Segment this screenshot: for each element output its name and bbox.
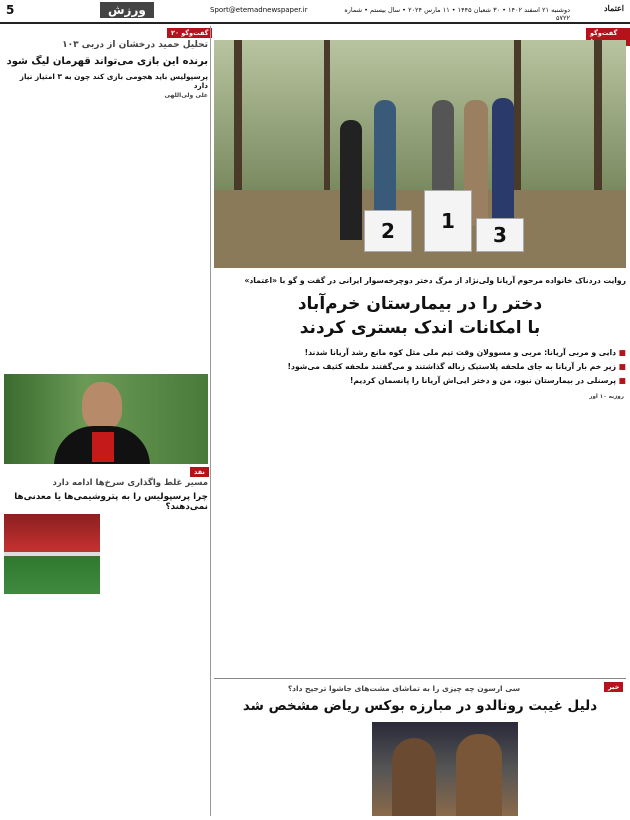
left-story-byline: علی ولی‌اللهی (164, 92, 208, 99)
bottom-story-title: دلیل غیبت رونالدو در مبارزه بوکس ریاض مشخص شد (242, 698, 598, 714)
main-bullet-2: ■ زیر خم بار آریانا به جای ملحفه پلاستیک زباله گذاشتند و می‌گفتند ملحفه کثیف می‌شود! (287, 362, 626, 371)
main-story-headline-2: با امکانات اندک بستری کردند (299, 318, 541, 338)
left-story-body-col1 (4, 102, 104, 370)
left-story-subtitle: پرسپولیس باید هجومی بازی کند چون به ۳ امتیاز نیاز دارد (19, 72, 208, 90)
critique-tag: نقد (190, 467, 209, 477)
podium-third: 3 (476, 218, 524, 252)
boxers-photo (372, 722, 518, 816)
left-story-body-col2 (108, 102, 208, 370)
bottom-divider (214, 678, 626, 679)
bottom-story-kicker: سی ارسون چه چیزی را به تماشای مشت‌های جاشوا ترجیح داد؟ (287, 684, 521, 693)
stadium-photo (4, 514, 100, 594)
podium-second: 2 (364, 210, 412, 252)
issue-line: دوشنبه ۲۱ اسفند ۱۴۰۲ • ۳۰ شعبان ۱۴۴۵ • ۱۱ مارس ۲۰۲۴ • سال بیستم • شماره ۵۷۲۲ (344, 6, 570, 22)
masthead-logo: اعتماد (603, 3, 624, 13)
podium-first: 1 (424, 190, 472, 252)
right-section-tag: گفت‌وگو (586, 28, 630, 46)
critique-kicker: مسیر غلط واگذاری سرخ‌ها ادامه دارد (52, 478, 208, 488)
left-story-kicker: تحلیل حمید درخشان از دربی ۱۰۳ (62, 40, 208, 50)
main-body-col4 (214, 394, 313, 676)
coach-photo (4, 374, 208, 464)
main-body-col2 (420, 394, 520, 676)
section-email[interactable]: Sport@etemadnewspaper.ir (210, 6, 308, 14)
main-story-byline: روزبه ۱۰ اور (589, 394, 624, 400)
main-story-caption: روایت دردناک خانواده مرحوم آریانا ولی‌نژاد از مرگ دختر دوچرخه‌سوار ایرانی در گفت و گو با «اعتماد» (244, 276, 626, 285)
critique-title: چرا پرسپولیس را به پتروشیمی‌ها یا معدنی‌ها نمی‌دهند؟ (14, 492, 208, 512)
page-header (0, 0, 630, 24)
left-section-tag: گفت‌وگو ۲۰ (167, 28, 212, 38)
left-story-title: برنده این بازی می‌تواند قهرمان لیگ شود (6, 56, 208, 67)
main-story-headline-1: دختر را در بیمارستان خرم‌آباد (297, 294, 543, 314)
main-bullet-1: ■ دایی و مربی آریانا: مربی و مسوولان وقت تیم ملی مثل کوه مانع رشد آریانا شدند! (304, 348, 626, 357)
section-title: ورزش (100, 2, 154, 18)
bottom-body-col3 (214, 722, 368, 816)
main-bullet-3: ■ پرسنلی در بیمارستان نبود، من و دختر ایی‌اش آریانا را پانسمان کردیم! (349, 376, 626, 385)
bottom-body-col1 (524, 722, 626, 816)
critique-body-col1 (4, 598, 100, 814)
critique-body-col2 (104, 514, 208, 814)
main-body-col1 (524, 404, 626, 676)
main-body-col3 (317, 394, 416, 676)
podium-photo (214, 40, 626, 268)
column-rule (210, 26, 211, 816)
news-tag: خبر (604, 682, 623, 692)
page-number: 5 (6, 3, 15, 17)
